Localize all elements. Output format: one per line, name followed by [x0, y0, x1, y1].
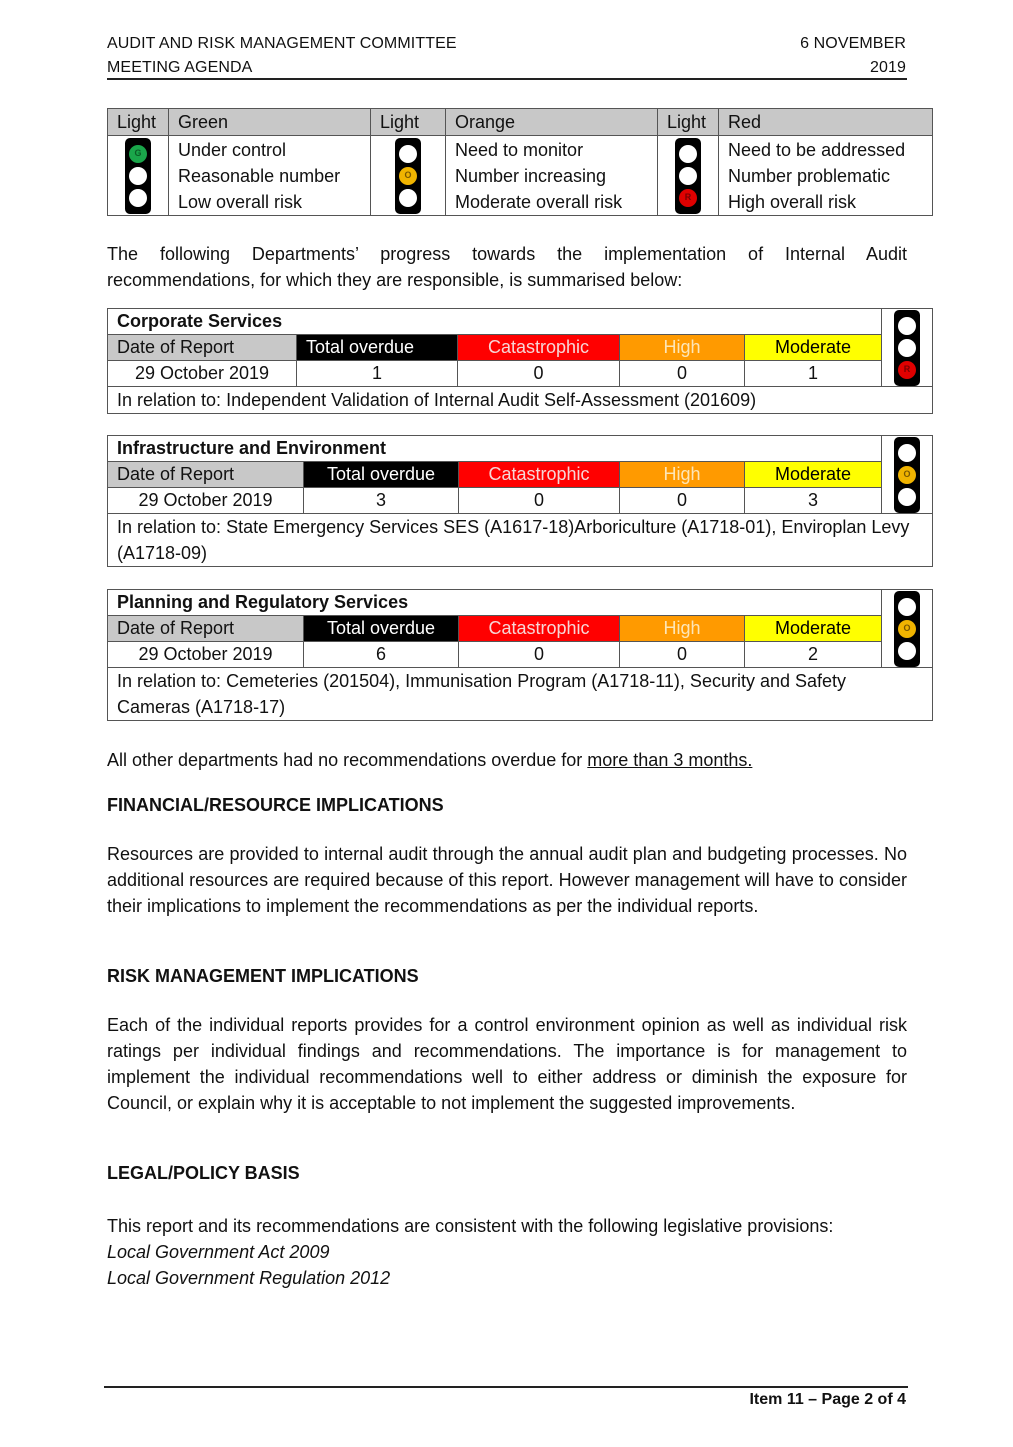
- legend-red-header: Red: [719, 109, 933, 136]
- date-header: Date of Report: [108, 462, 304, 488]
- financial-paragraph: Resources are provided to internal audit through the annual audit plan and budgeting processes. No additional resources are required because of this report. However management will have to consider their implications to implement the recommendations as per the individual reports.: [107, 844, 907, 916]
- relation-text: In relation to: State Emergency Services SES (A1617-18)Arboriculture (A1718-01), Enviroplan Levy (A1718-09): [108, 514, 933, 567]
- financial-heading: FINANCIAL/RESOURCE IMPLICATIONS: [107, 795, 444, 815]
- moderate-value: 3: [745, 488, 882, 514]
- traffic-light-legend: [107, 108, 933, 216]
- high-header: High: [620, 335, 745, 361]
- status-light-cell: [882, 590, 933, 668]
- department-table-corporate: [107, 308, 933, 414]
- intro-paragraph: The following Departments’ progress towards the implementation of Internal Audit recommendations, for which they are responsible, is summarised below:: [107, 244, 907, 290]
- moderate-value: 2: [745, 642, 882, 668]
- orange-description: Need to monitor Number increasing Moderate overall risk: [446, 136, 658, 216]
- catastrophic-header: Catastrophic: [459, 616, 620, 642]
- traffic-light-orange-icon: O: [894, 591, 920, 667]
- report-date: 29 October 2019: [108, 361, 297, 387]
- legend-light-header: Light: [371, 109, 446, 136]
- catastrophic-value: 0: [459, 642, 620, 668]
- page-number: Item 11 – Page 2 of 4: [749, 1391, 906, 1408]
- legislation-act: Local Government Act 2009: [107, 1242, 330, 1262]
- moderate-header: Moderate: [745, 335, 882, 361]
- traffic-light-orange-icon: O: [395, 138, 421, 214]
- green-light-cell: [108, 136, 169, 216]
- risk-paragraph: Each of the individual reports provides for a control environment opinion as well as individual risk ratings per individual findings and recommendations. The importance is for management to implement the individual recommendations well to either address or diminish the exposure for Council, or explain why it is acceptable to not implement the suggested improvements.: [107, 1015, 907, 1113]
- legal-paragraph: This report and its recommendations are consistent with the following legislative provisions:: [107, 1216, 834, 1236]
- catastrophic-value: 0: [459, 488, 620, 514]
- report-date: 29 October 2019: [108, 642, 304, 668]
- date-header: Date of Report: [108, 335, 297, 361]
- legend-light-header: Light: [658, 109, 719, 136]
- department-name: Infrastructure and Environment: [108, 436, 882, 462]
- total-overdue-header: Total overdue: [297, 335, 458, 361]
- other-departments-note: All other departments had no recommendations overdue for more than 3 months.: [107, 750, 753, 770]
- moderate-header: Moderate: [745, 462, 882, 488]
- catastrophic-value: 0: [458, 361, 620, 387]
- moderate-value: 1: [745, 361, 882, 387]
- legend-light-header: Light: [108, 109, 169, 136]
- total-overdue-value: 1: [297, 361, 458, 387]
- high-value: 0: [620, 361, 745, 387]
- department-name: Corporate Services: [108, 309, 882, 335]
- traffic-light-red-icon: R: [675, 138, 701, 214]
- total-overdue-header: Total overdue: [304, 462, 459, 488]
- traffic-light-orange-icon: O: [894, 437, 920, 513]
- red-light-cell: [658, 136, 719, 216]
- committee-title: AUDIT AND RISK MANAGEMENT COMMITTEE: [107, 35, 457, 52]
- high-value: 0: [620, 642, 745, 668]
- orange-light-cell: [371, 136, 446, 216]
- risk-heading: RISK MANAGEMENT IMPLICATIONS: [107, 966, 419, 986]
- catastrophic-header: Catastrophic: [459, 462, 620, 488]
- header-rule: [107, 78, 907, 80]
- legend-green-header: Green: [169, 109, 371, 136]
- total-overdue-header: Total overdue: [304, 616, 459, 642]
- catastrophic-header: Catastrophic: [458, 335, 620, 361]
- red-description: Need to be addressed Number problematic High overall risk: [719, 136, 933, 216]
- overdue-threshold: more than 3 months.: [587, 750, 753, 770]
- total-overdue-value: 3: [304, 488, 459, 514]
- legend-orange-header: Orange: [446, 109, 658, 136]
- status-light-cell: [882, 309, 933, 387]
- meeting-year: 2019: [870, 59, 906, 76]
- total-overdue-value: 6: [304, 642, 459, 668]
- high-value: 0: [620, 488, 745, 514]
- agenda-label: MEETING AGENDA: [107, 59, 253, 76]
- moderate-header: Moderate: [745, 616, 882, 642]
- status-light-cell: [882, 436, 933, 514]
- legal-heading: LEGAL/POLICY BASIS: [107, 1163, 300, 1183]
- report-date: 29 October 2019: [108, 488, 304, 514]
- green-description: Under control Reasonable number Low overall risk: [169, 136, 371, 216]
- department-name: Planning and Regulatory Services: [108, 590, 882, 616]
- footer-rule: [104, 1386, 908, 1388]
- department-table-infrastructure: [107, 435, 933, 567]
- traffic-light-red-icon: R: [894, 310, 920, 386]
- legislation-regulation: Local Government Regulation 2012: [107, 1268, 391, 1288]
- high-header: High: [620, 616, 745, 642]
- relation-text: In relation to: Cemeteries (201504), Immunisation Program (A1718-11), Security and Safety Cameras (A1718-17): [108, 668, 933, 721]
- traffic-light-green-icon: G: [125, 138, 151, 214]
- high-header: High: [620, 462, 745, 488]
- meeting-date: 6 NOVEMBER: [800, 35, 906, 52]
- relation-text: In relation to: Independent Validation of Internal Audit Self-Assessment (201609): [108, 387, 933, 414]
- date-header: Date of Report: [108, 616, 304, 642]
- department-table-planning: [107, 589, 933, 721]
